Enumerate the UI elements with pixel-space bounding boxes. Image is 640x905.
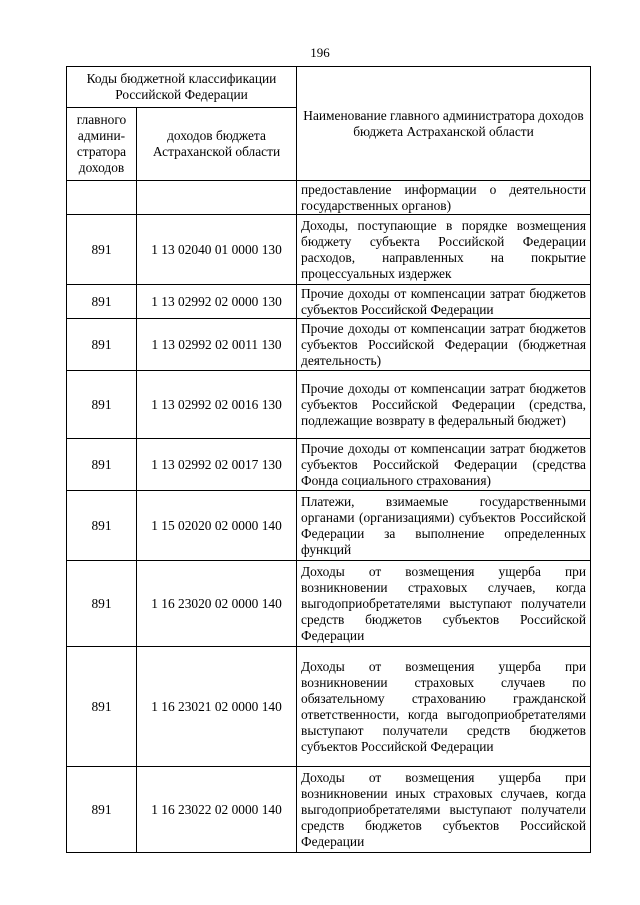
description-cell: Доходы от возмещения ущерба при возникновении иных страховых случаев, когда выгодоприобретателями выступают получатели средств бюджетов субъектов Российской Федерации <box>297 767 591 853</box>
page-number: 196 <box>310 45 330 60</box>
admin-code-cell: 891 <box>67 439 137 491</box>
income-code-cell: 1 13 02992 02 0000 130 <box>137 285 297 319</box>
table-row <box>67 285 591 319</box>
income-code-cell: 1 13 02992 02 0011 130 <box>137 319 297 371</box>
header-regional-income: доходов бюджета Астраханской области <box>137 108 297 181</box>
admin-code-cell: 891 <box>67 561 137 647</box>
description-cell: Прочие доходы от компенсации затрат бюджетов субъектов Российской Федерации (средства, подлежащие возврату в федеральный бюджет) <box>297 371 591 439</box>
admin-code-cell: 891 <box>67 767 137 853</box>
description-cell: Доходы, поступающие в порядке возмещения бюджету субъекта Российской Федерации расходов, направленных на покрытие процессуальных издержек <box>297 215 591 285</box>
income-code-cell: 1 15 02020 02 0000 140 <box>137 491 297 561</box>
header-administrator-name: Наименование главного администратора доходов бюджета Астраханской области <box>297 67 591 181</box>
income-code-cell <box>137 181 297 215</box>
admin-code-cell <box>67 181 137 215</box>
table-row <box>67 181 591 215</box>
table-row <box>67 647 591 767</box>
income-code-cell: 1 16 23021 02 0000 140 <box>137 647 297 767</box>
admin-code-cell: 891 <box>67 215 137 285</box>
admin-code-cell: 891 <box>67 491 137 561</box>
admin-code-cell: 891 <box>67 319 137 371</box>
header-main-administrator: главного админи-стратора доходов <box>67 108 137 181</box>
description-cell: Прочие доходы от компенсации затрат бюджетов субъектов Российской Федерации (бюджетная деятельность) <box>297 319 591 371</box>
table-row <box>67 439 591 491</box>
table-row <box>67 215 591 285</box>
budget-classification-table <box>66 66 591 853</box>
description-cell: Доходы от возмещения ущерба при возникновении страховых случаев по обязательному страхованию гражданской ответственности, когда выгодоприобретателями выступают получатели средств бюджетов субъектов Российской Федерации <box>297 647 591 767</box>
table-row <box>67 319 591 371</box>
description-cell: предоставление информации о деятельности государственных органов) <box>297 181 591 215</box>
header-classification-codes: Коды бюджетной классификации Российской Федерации <box>67 67 297 108</box>
admin-code-cell: 891 <box>67 371 137 439</box>
admin-code-cell: 891 <box>67 647 137 767</box>
table-row <box>67 767 591 853</box>
table-row <box>67 561 591 647</box>
description-cell: Прочие доходы от компенсации затрат бюджетов субъектов Российской Федерации <box>297 285 591 319</box>
table-row <box>67 491 591 561</box>
admin-code-cell: 891 <box>67 285 137 319</box>
description-cell: Доходы от возмещения ущерба при возникновении страховых случаев, когда выгодоприобретателями выступают получатели средств бюджетов субъектов Российской Федерации <box>297 561 591 647</box>
description-cell: Платежи, взимаемые государственными органами (организациями) субъектов Российской Федерации за выполнение определенных функций <box>297 491 591 561</box>
income-code-cell: 1 13 02040 01 0000 130 <box>137 215 297 285</box>
income-code-cell: 1 13 02992 02 0016 130 <box>137 371 297 439</box>
income-code-cell: 1 13 02992 02 0017 130 <box>137 439 297 491</box>
income-code-cell: 1 16 23022 02 0000 140 <box>137 767 297 853</box>
table-row <box>67 371 591 439</box>
description-cell: Прочие доходы от компенсации затрат бюджетов субъектов Российской Федерации (средства Фонда социального страхования) <box>297 439 591 491</box>
income-code-cell: 1 16 23020 02 0000 140 <box>137 561 297 647</box>
